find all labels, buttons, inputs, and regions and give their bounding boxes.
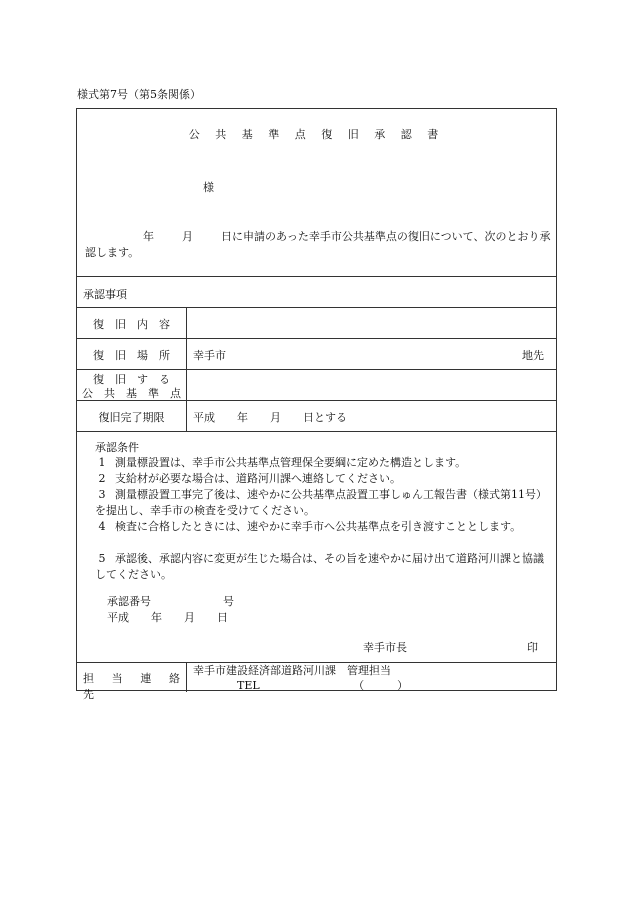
condition-item: 2 支給材が必要な場合は、道路河川課へ連絡してください。 [98,472,401,485]
addressee-suffix: 様 [203,181,214,194]
row-label-point-line1: 復 旧 す る [93,373,170,386]
approval-form [76,108,557,701]
row-value-location: 幸手市 [193,349,226,362]
condition-item: 5 承認後、承認内容に変更が生じた場合は、その旨を速やかに届け出て道路河川課と協議してください。 [95,552,544,581]
form-number: 様式第7号（第5条関係） [77,88,201,101]
row-label-location: 復 旧 場 所 [93,349,170,362]
row-label-content: 復 旧 内 容 [93,318,170,331]
section-label: 承認事項 [83,288,127,301]
condition-item: 3 測量標設置工事完了後は、速やかに公共基準点設置工事しゅん工報告書（様式第11号）を提出し、幸手市の検査を受けてください。 [95,488,547,517]
row-value-deadline: 平成 年 月 日とする [193,411,347,424]
divider [77,307,556,308]
contact-tel: TEL （ ） [237,679,409,692]
row-label-deadline: 復旧完了期限 [98,411,165,424]
row-suffix-location: 地先 [522,349,544,362]
contact-label: 担 当 連 絡 先 [83,672,191,701]
condition-item: 1 測量標設置は、幸手市公共基準点管理保全要綱に定めた構造とします。 [98,456,467,469]
seal-mark: 印 [527,641,538,654]
request-text: 年 月 日に申請のあった幸手市公共基準点の復旧について、次のとおり承認します。 [85,230,551,259]
approval-date: 平成 年 月 日 [107,611,228,624]
condition-item: 4 検査に合格したときには、速やかに幸手市へ公共基準点を引き渡すこととします。 [98,520,522,533]
divider [77,431,556,432]
mayor-signature: 幸手市長 [363,641,407,654]
column-divider [186,307,187,431]
divider [77,276,556,277]
row-label-point-line2: 公 共 基 準 点 [82,387,181,400]
contact-department: 幸手市建設経済部道路河川課 管理担当 [193,664,391,677]
approval-number: 承認番号 号 [107,595,234,608]
divider [77,338,556,339]
document-title: 公 共 基 準 点 復 旧 承 認 書 [188,128,445,141]
conditions-title: 承認条件 [95,441,139,454]
divider [77,369,556,370]
